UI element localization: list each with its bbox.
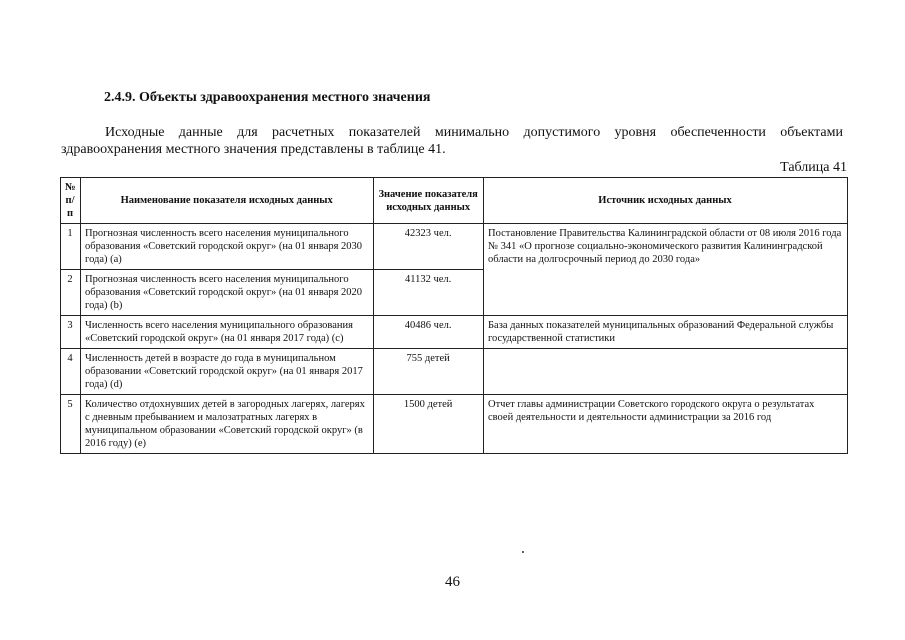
row-value: 40486 чел.: [374, 316, 484, 349]
row-value: 41132 чел.: [374, 270, 484, 316]
row-number: 5: [61, 395, 81, 454]
page-number: 46: [445, 574, 460, 590]
row-name: Прогнозная численность всего населения муниципального образования «Советский городской округ» (на 01 января 2030 года) (a): [81, 224, 374, 270]
row-name: Количество отдохнувших детей в загородных лагерях, лагерях с дневным пребыванием и малозатратных лагерях в муниципальном образовании «Советский городской округ» (в 2016 году) (e): [81, 395, 374, 454]
row-value: 1500 детей: [374, 395, 484, 454]
row-value: 42323 чел.: [374, 224, 484, 270]
table-row: [61, 224, 848, 270]
row-source: [484, 349, 848, 395]
row-source: База данных показателей муниципальных образований Федеральной службы государственной статистики: [484, 316, 848, 349]
stray-mark: [522, 551, 524, 553]
header-source: Источник исходных данных: [484, 178, 848, 224]
row-source: Отчет главы администрации Советского городского округа о результатах своей деятельности и деятельности администрации за 2016 год: [484, 395, 848, 454]
header-name: Наименование показателя исходных данных: [81, 178, 374, 224]
row-value: 755 детей: [374, 349, 484, 395]
row-name: Численность всего населения муниципального образования «Советский городской округ» (на 01 января 2017 года) (c): [81, 316, 374, 349]
table-caption: Таблица 41: [780, 160, 847, 175]
row-name: Прогнозная численность всего населения муниципального образования «Советский городской округ» (на 01 января 2020 года) (b): [81, 270, 374, 316]
row-number: 2: [61, 270, 81, 316]
intro-paragraph: [61, 124, 843, 158]
section-heading: 2.4.9. Объекты здравоохранения местного значения: [104, 90, 431, 105]
row-source: Постановление Правительства Калининградской области от 08 июля 2016 года № 341 «О прогнозе социально-экономического развития Калининградской области на долгосрочный период до 2030 года»: [484, 224, 848, 316]
table-row: [61, 349, 848, 395]
table-row: [61, 395, 848, 454]
header-value: Значение показателя исходных данных: [374, 178, 484, 224]
intro-paragraph-text: Исходные данные для расчетных показателей минимально допустимого уровня обеспеченности объектами здравоохранения местного значения представлены в таблице 41.: [61, 125, 843, 157]
row-number: 3: [61, 316, 81, 349]
row-number: 4: [61, 349, 81, 395]
header-no: № п/п: [61, 178, 81, 224]
table-header-row: [61, 178, 848, 224]
table-row: [61, 316, 848, 349]
row-number: 1: [61, 224, 81, 270]
source-data-table: [60, 177, 848, 454]
row-name: Численность детей в возрасте до года в муниципальном образовании «Советский городской округ» (на 01 января 2017 года) (d): [81, 349, 374, 395]
